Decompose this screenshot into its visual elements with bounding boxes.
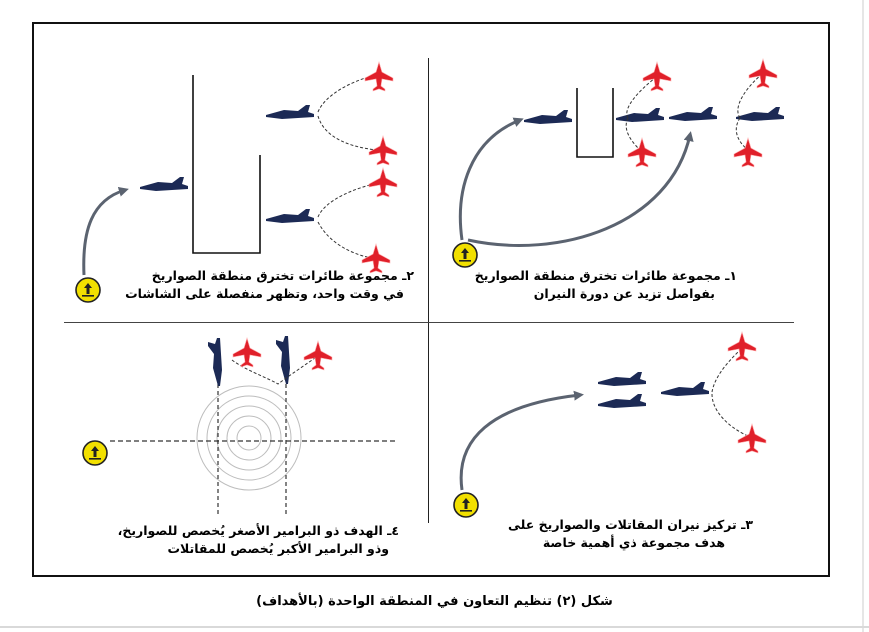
panel-2-line-1: ٢ـ مجموعة طائرات تخترق منطقة الصواريخ bbox=[151, 268, 414, 283]
bomber-icon bbox=[661, 382, 709, 396]
panel-1-caption bbox=[475, 267, 737, 303]
missile-site-icon bbox=[453, 243, 477, 267]
fighter-icon bbox=[304, 341, 332, 370]
panel-3-line-1: ٣ـ تركيز نيران المقاتلات والصواريخ على bbox=[508, 517, 753, 532]
panel-4-line-1: ٤ـ الهدف ذو البرامير الأصغر يُخصص للصواريخ، bbox=[117, 523, 399, 538]
fighter-icon bbox=[728, 332, 756, 361]
bomber-icon bbox=[524, 110, 572, 124]
fighter-icon bbox=[734, 138, 762, 167]
panel-2-graphic bbox=[76, 62, 397, 302]
bomber-icon bbox=[266, 105, 314, 119]
panel-3-graphic bbox=[454, 332, 766, 517]
fighter-icon bbox=[628, 138, 656, 167]
panel-2-caption bbox=[125, 267, 414, 303]
missile-site-icon bbox=[83, 441, 107, 465]
figure-caption: شكل (٢) تنظيم التعاون في المنطقة الواحدة (بالأهداف) bbox=[256, 594, 613, 609]
panel-1-line-1: ١ـ مجموعة طائرات تخترق منطقة الصواريخ bbox=[474, 268, 737, 283]
panel-1-line-2: بفواصل تزيد عن دورة النيران bbox=[533, 286, 715, 301]
panel-3-caption bbox=[508, 516, 753, 552]
fighter-icon bbox=[738, 424, 766, 453]
fighter-icon bbox=[365, 62, 393, 91]
missile-site-icon bbox=[76, 278, 100, 302]
panel-4-graphic bbox=[83, 336, 395, 515]
bomber-icon bbox=[266, 209, 314, 223]
page-edge bbox=[862, 0, 864, 632]
fighter-icon bbox=[643, 62, 671, 91]
fighter-icon bbox=[369, 136, 397, 165]
missile-site-icon bbox=[454, 493, 478, 517]
fighter-icon bbox=[233, 338, 261, 367]
panel-4-line-2: وذو البرامير الأكبر يُخصص للمقاتلات bbox=[167, 541, 389, 556]
panel-3-line-2: هدف مجموعة ذي أهمية خاصة bbox=[542, 535, 725, 550]
bomber-icon bbox=[208, 338, 222, 386]
bomber-icon bbox=[616, 108, 664, 122]
bomber-icon bbox=[669, 107, 717, 121]
panel-2-line-2: في وقت واحد، وتظهر منفصلة على الشاشات bbox=[125, 286, 404, 301]
panel-1-graphic bbox=[453, 59, 784, 267]
bomber-icon bbox=[598, 372, 646, 386]
bomber-icon bbox=[736, 107, 784, 121]
bomber-icon bbox=[276, 336, 290, 384]
bomber-icon bbox=[598, 394, 646, 408]
page-bottom-edge bbox=[0, 626, 869, 628]
panel-4-caption bbox=[118, 522, 399, 558]
fighter-icon bbox=[369, 168, 397, 197]
fighter-icon bbox=[749, 59, 777, 88]
bomber-icon bbox=[140, 177, 188, 191]
